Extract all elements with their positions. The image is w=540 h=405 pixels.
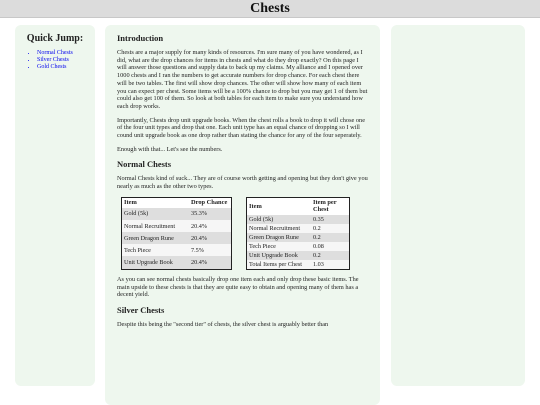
normal-paragraph-1: Normal Chests kind of suck... They are of course worth getting and opening but they don't give you nearly as much as the other two types. — [117, 175, 368, 191]
column-header-item: Item — [249, 202, 262, 210]
cell-item: Green Dragon Rune — [122, 232, 190, 244]
cell-item: Gold (5k) — [247, 215, 312, 224]
cell-item: Unit Upgrade Book — [122, 256, 190, 269]
right-sidebar-panel — [391, 25, 525, 386]
cell-value: 0.2 — [311, 224, 350, 233]
quick-jump-title: Quick Jump: — [26, 33, 84, 44]
cell-value: 0.2 — [311, 251, 350, 260]
page-title: Chests — [250, 1, 290, 16]
table-header-row — [122, 197, 232, 208]
quick-jump-item — [37, 50, 95, 57]
normal-chests-heading: Normal Chests — [117, 159, 172, 170]
cell-item: Unit Upgrade Book — [247, 251, 312, 260]
cell-value: 0.35 — [311, 215, 350, 224]
drop-chance-table — [121, 197, 232, 270]
cell-item: Normal Recruitment — [247, 224, 312, 233]
cell-value: 35.3% — [189, 208, 232, 220]
table-row — [247, 215, 350, 224]
column-header-drop-chance: Drop Chance — [191, 199, 228, 207]
cell-value: 0.2 — [311, 233, 350, 242]
table-row — [122, 208, 232, 220]
link-normal-chests[interactable]: Normal Chests — [37, 50, 73, 56]
intro-paragraph-3: Enough with that... Let's see the numbers. — [117, 145, 223, 153]
intro-paragraph-2: Importantly, Chests drop unit upgrade books. When the chest rolls a book to drop it will chose one of the four unit types and drop that one. Each unit type has an equal chance of dropping so I will cound unit upgrade book as one drop rather than stating the chance for any of the four seperately. — [117, 116, 365, 140]
table-row — [122, 256, 232, 269]
table-row-total — [247, 260, 350, 270]
cell-item: Gold (5k) — [122, 208, 190, 220]
table-row — [122, 220, 232, 232]
cell-value: 7.5% — [189, 244, 232, 256]
table-row — [247, 224, 350, 233]
link-gold-chests[interactable]: Gold Chests — [37, 64, 67, 70]
quick-jump-list — [15, 50, 95, 71]
cell-item: Tech Piece — [122, 244, 190, 256]
items-per-chest-table — [246, 197, 350, 270]
table-header-row — [247, 197, 350, 215]
quick-jump-panel — [15, 25, 95, 386]
cell-value: 1.03 — [311, 260, 350, 270]
cell-item: Tech Piece — [247, 242, 312, 251]
cell-item: Normal Recruitment — [122, 220, 190, 232]
intro-paragraph-1: Chests are a major supply for many kinds of resources. I'm sure many of you have wondered, as I did, what are the drop chances for items in chests and what do they drop exactly? On this page I will answer those questions and supply data to back up my claims. My alliance and I opened over 1000 chests and I ran the numbers to get accurate numbers for drop chance. For each chest there will be two tables. The first will show drop chances. The other will show how many of each item you can expect per chest. Some items will be a 100% chance to drop but you may get 1 of them but could also get 100 of them. So look at both tables for each item to make sure you understand how each drop works. — [117, 49, 368, 110]
quick-jump-item — [37, 64, 95, 71]
column-header-item: Item — [124, 199, 137, 207]
main-content-panel[interactable] — [105, 25, 380, 405]
quick-jump-item — [37, 57, 95, 64]
cell-item: Green Dragon Rune — [247, 233, 312, 242]
table-row — [247, 251, 350, 260]
cell-value: 20.4% — [189, 232, 232, 244]
column-header-item-per-chest: Item per Chest — [313, 199, 337, 214]
cell-item: Total Items per Chest — [247, 260, 312, 270]
normal-paragraph-2: As you can see normal chests basically drop one item each and only drop these basic items. The main upside to these chests is that they are quite easy to obtain and opening many of them has a decent yield. — [117, 275, 359, 299]
page-header — [0, 0, 540, 18]
intro-heading: Introduction — [117, 33, 164, 43]
silver-chests-heading: Silver Chests — [117, 304, 165, 315]
silver-paragraph-1: Despite this being the "second tier" of chests, the silver chest is arguably better than — [117, 320, 329, 328]
table-row — [122, 232, 232, 244]
table-row — [122, 244, 232, 256]
table-row — [247, 242, 350, 251]
cell-value: 0.08 — [311, 242, 350, 251]
table-row — [247, 233, 350, 242]
normal-chest-tables — [117, 197, 368, 270]
cell-value: 20.4% — [189, 256, 232, 269]
cell-value: 20.4% — [189, 220, 232, 232]
link-silver-chests[interactable]: Silver Chests — [37, 57, 69, 63]
